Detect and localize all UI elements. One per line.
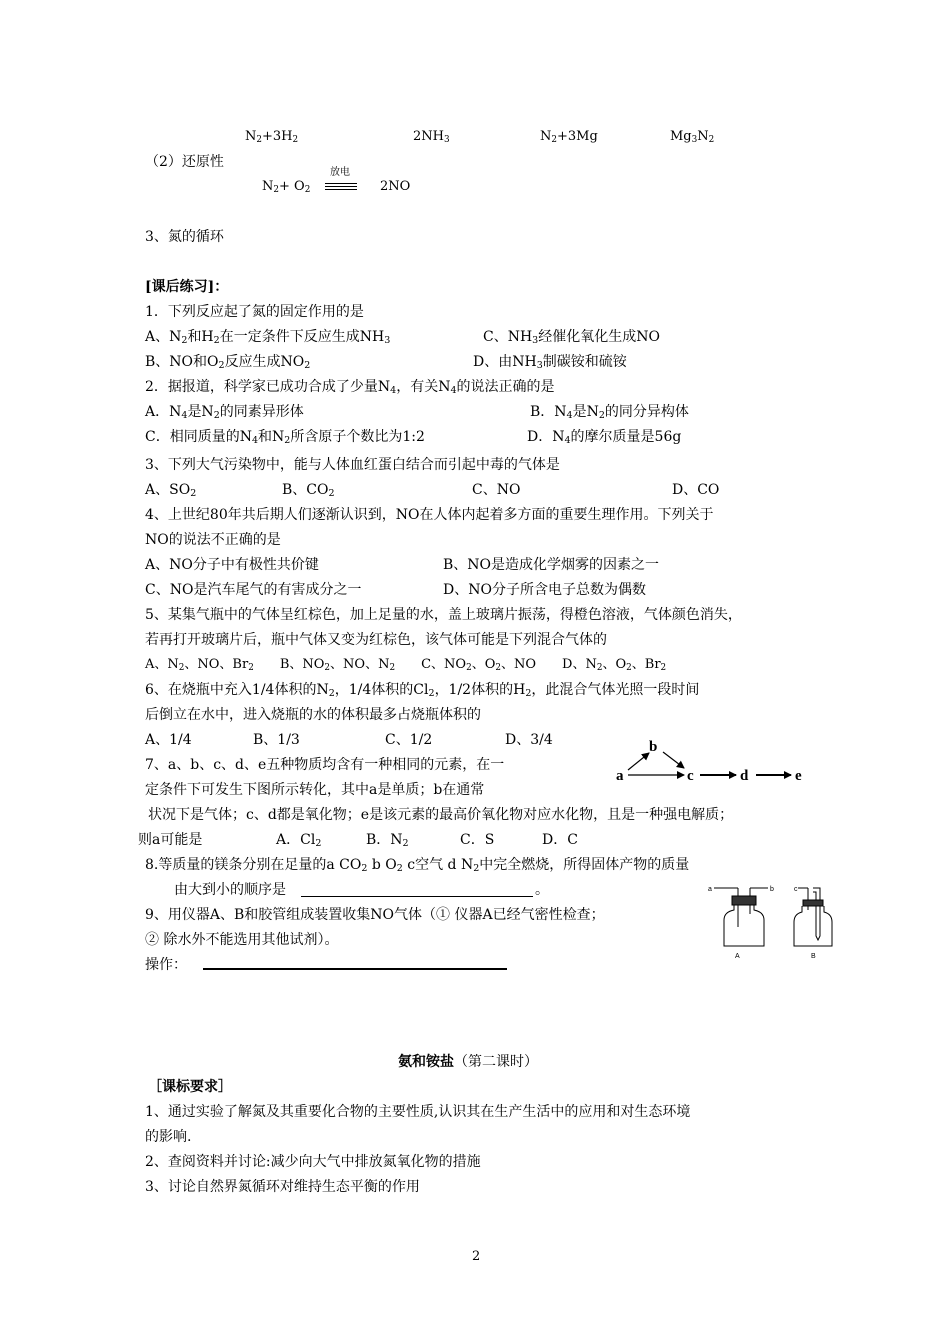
q8-line1: 8.等质量的镁条分别在足量的a $CO_2$ b $O_2$ c空气 d $N_2$中完全燃烧，所得固体产物的质量 xyxy=(145,857,690,874)
q4-line1: 4、上世纪80年共后期人们逐渐认识到，NO在人体内起着多方面的重要生理作用。下列关于 xyxy=(145,507,714,523)
q3-stem: 3、下列大气污染物中，能与人体血红蛋白结合而引起中毒的气体是 xyxy=(145,457,560,473)
q3-option-c: C、NO xyxy=(472,482,521,498)
q7-line1: 7、a、b、c、d、e五种物质均含有一种相同的元素，在一 xyxy=(145,757,505,773)
q5-options: A、$N_2$、NO、$Br_2$ B、$NO_2$、NO、$N_2$ C、$NO_2$、$O_2$、NO D、$N_2$、$O_2$、$Br_2$ xyxy=(145,657,667,673)
section-nitrogen-cycle: 3、氮的循环 xyxy=(145,229,224,245)
q8-answer-blank[interactable] xyxy=(301,896,533,897)
q7-option-d: D．C xyxy=(542,832,578,848)
lesson2-requirements-heading: ［课标要求］ xyxy=(148,1079,232,1095)
q4-option-d: D、NO分子所含电子总数为偶数 xyxy=(443,582,646,598)
page-number: 2 xyxy=(472,1249,481,1264)
bottle-b-port-c: c xyxy=(794,886,798,893)
q9-operation-blank[interactable] xyxy=(203,968,507,970)
q1-option-a: A、$N_2$和$H_2$在一定条件下反应生成$NH_3$ xyxy=(145,329,391,346)
diagram-node-a: a xyxy=(616,768,624,784)
q4-option-a: A、NO分子中有极性共价键 xyxy=(145,557,319,573)
q2-option-a: A．$N_4$是$N_2$的同素异形体 xyxy=(145,404,304,421)
q7-line3: 状况下是气体；c、d都是氧化物；e是该元素的最高价氧化物对应水化物，且是一种强电解质； xyxy=(148,807,734,823)
bottle-b xyxy=(794,888,832,946)
diagram-node-b: b xyxy=(649,739,658,755)
q7-option-a: A．$Cl_2$ xyxy=(276,832,322,849)
q9-line2: ② 除水外不能选用其他试剂）。 xyxy=(145,932,339,948)
equals-line-top xyxy=(325,183,357,184)
q9-operation-label: 操作： xyxy=(145,957,187,973)
q8-line2: 由大到小的顺序是 xyxy=(174,882,286,898)
reducing-heading: （2）还原性 xyxy=(145,154,224,170)
q3-option-b: B、$CO_2$ xyxy=(282,482,335,499)
lesson2-req1-line1: 1、通过实验了解氮及其重要化合物的主要性质,认识其在生产生活中的应用和对生态环境 xyxy=(145,1104,691,1120)
bottle-b-label: B xyxy=(811,953,816,960)
discharge-condition: 放电 xyxy=(330,167,350,178)
q2-option-d: D．$N_4$的摩尔质量是56g xyxy=(527,429,682,446)
lesson2-req3: 3、讨论自然界氮循环对维持生态平衡的作用 xyxy=(145,1179,420,1195)
q1-option-b: B、NO和$O_2$反应生成$NO_2$ xyxy=(145,354,311,371)
q6-option-a: A、1/4 xyxy=(145,732,192,748)
equals-line-middle xyxy=(325,186,357,187)
q6-option-b: B、1/3 xyxy=(253,732,300,748)
q5-line2: 若再打开玻璃片后，瓶中气体又变为红棕色，该气体可能是下列混合气体的 xyxy=(145,632,607,648)
arrow-a-to-b xyxy=(628,753,649,770)
exercises-heading: [课后练习]： xyxy=(145,279,229,295)
q2-stem: 2．据报道，科学家已成功合成了少量$N_4$，有关$N_4$的说法正确的是 xyxy=(145,379,555,396)
q6-option-d: D、3/4 xyxy=(505,732,553,748)
q1-option-c: C、$NH_3$经催化氧化生成NO xyxy=(483,329,660,346)
bottle-a-label: A xyxy=(735,953,740,960)
equation-nh3-product: $2NH_3$ xyxy=(413,129,450,145)
equation-mg3n2-product: $Mg_3N_2$ xyxy=(670,129,715,145)
q1-option-d: D、由$NH_3$制碳铵和硫铵 xyxy=(473,354,627,371)
q4-option-c: C、NO是汽车尾气的有害成分之一 xyxy=(145,582,362,598)
q2-option-c: C．相同质量的$N_4$和$N_2$所含原子个数比为1:2 xyxy=(145,429,425,446)
equation-n2-mg-reactants: $N_2+3Mg$ xyxy=(540,129,598,145)
q6-line2: 后倒立在水中，进入烧瓶的水的体积最多占烧瓶体积的 xyxy=(145,707,481,723)
lesson2-title: 氨和铵盐（第二课时） xyxy=(398,1054,538,1070)
equation-no-product: 2NO xyxy=(380,179,411,194)
q3-option-a: A、$SO_2$ xyxy=(145,482,197,499)
diagram-node-c: c xyxy=(687,768,694,784)
arrow-b-to-c xyxy=(663,752,684,768)
bottle-a xyxy=(714,888,768,946)
diagram-node-d: d xyxy=(740,768,749,784)
q6-option-c: C、1/2 xyxy=(385,732,433,748)
diagram-node-e: e xyxy=(795,768,802,784)
gas-bottles-apparatus xyxy=(708,882,838,960)
q6-line1: 6、在烧瓶中充入1/4体积的$N_2$，1/4体积的$Cl_2$，1/2体积的$H_2$，此混合气体光照一段时间 xyxy=(145,682,700,699)
q7-option-c: C．S xyxy=(460,832,495,848)
q8-line2-end: 。 xyxy=(535,882,549,898)
q7-option-b: B．$N_2$ xyxy=(366,832,409,849)
q7-line2: 定条件下可发生下图所示转化，其中a是单质；b在通常 xyxy=(145,782,485,798)
q4-option-b: B、NO是造成化学烟雾的因素之一 xyxy=(443,557,660,573)
q3-option-d: D、CO xyxy=(672,482,720,498)
q7-line4: 则a可能是 xyxy=(138,832,203,848)
transformation-diagram xyxy=(612,732,812,792)
bottle-a-port-b: b xyxy=(770,886,774,893)
bottle-a-port-a: a xyxy=(708,886,712,893)
q5-line1: 5、某集气瓶中的气体呈红棕色，加上足量的水，盖上玻璃片振荡，得橙色溶液，气体颜色消失， xyxy=(145,607,742,623)
q2-option-b: B．$N_4$是$N_2$的同分异构体 xyxy=(530,404,689,421)
q4-line2: NO的说法不正确的是 xyxy=(145,532,281,548)
q9-line1: 9、用仪器A、B和胶管组成装置收集NO气体（① 仪器A已经气密性检查； xyxy=(145,907,605,923)
lesson2-req2: 2、查阅资料并讨论:减少向大气中排放氮氧化物的措施 xyxy=(145,1154,481,1170)
q1-stem: 1．下列反应起了氮的固定作用的是 xyxy=(145,304,364,320)
lesson2-req1-line2: 的影响. xyxy=(145,1129,192,1145)
equals-line-bottom xyxy=(325,189,357,190)
equation-n2-o2-reactants: $N_2+ O_2$ xyxy=(262,179,311,195)
equation-n2-h2-reactants: $N_2+3H_2$ xyxy=(245,129,299,145)
